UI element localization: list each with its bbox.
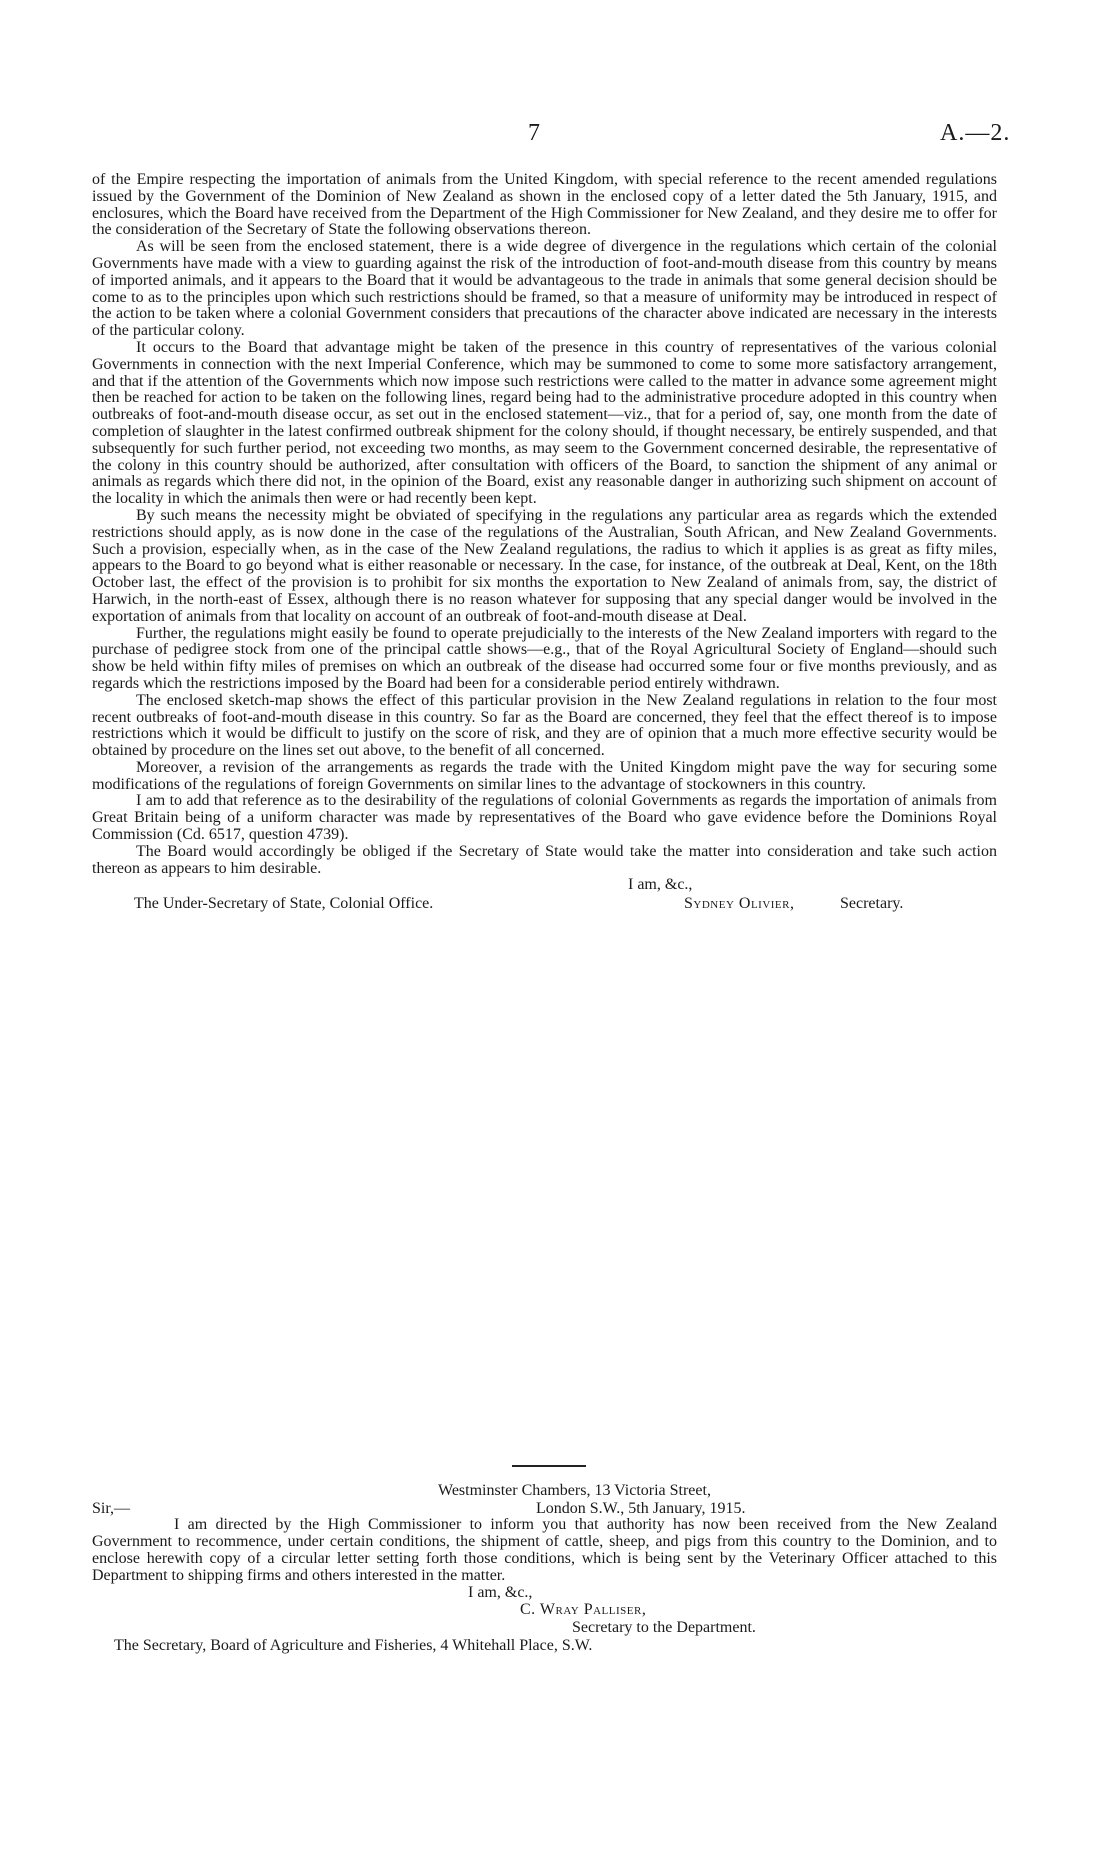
letter-address: [92, 1482, 997, 1516]
paragraph: Further, the regulations might easily be found to operate prejudicially to the interests of the New Zealand importers with regard to the purchase of pedigree stock from one of the principal cattle shows—e.g., that of the Royal Agricultural Society of England—should such show be held within fifty miles of premises on which an outbreak of the disease had occurred some four or five months previously, and as regards which the restrictions imposed by the Board had been for a considerable period entirely withdrawn.: [92, 624, 997, 692]
address-date-line: London S.W., 5th January, 1915.: [536, 1500, 746, 1517]
paragraph: The enclosed sketch-map shows the effect of this particular provision in the New Zealand regulations in relation to the four most recent outbreaks of foot-and-mouth disease in this country. So far as the Board are concerned, they feel that the effect thereof is to impose restrictions which it would be difficult to justify on the score of risk, and they are of opinion that a much more effective security would be obtained by procedure on the lines set out above, to the benefit of all concerned.: [92, 691, 997, 760]
closing: I am, &c.,: [468, 1584, 533, 1601]
paragraph: I am directed by the High Commissioner to inform you that authority has now been received from the New Zealand Government to recommence, under certain conditions, the shipment of cattle, sheep, and pigs from this country to the Dominion, and to enclose herewith copy of a circular letter setting forth those conditions, which is being sent by the Veterinary Officer attached to this Department to shipping firms and others interested in the matter.: [92, 1516, 997, 1584]
letter-one: [92, 172, 997, 914]
signatory-title: Secretary.: [840, 895, 904, 913]
series-reference: A.—2.: [940, 120, 1011, 146]
paragraph: I am to add that reference as to the desirability of the regulations of colonial Governments as regards the importation of animals from Great Britain being of a uniform character was made by representatives of the Board who gave evidence before the Dominions Royal Commission (Cd. 6517, question 4739).: [92, 792, 997, 844]
paragraph: As will be seen from the enclosed statement, there is a wide degree of divergence in the regulations which certain of the colonial Governments have made with a view to guarding against the risk of the introduction of foot-and-mouth disease from this country by means of imported animals, and it appears to the Board that it would be advantageous to the trade in animals that some general decision should be come to as to the principles upon which such restrictions should be framed, so that a measure of uniformity may be introduced in respect of the action to be taken where a colonial Government considers that precautions of the character above indicated are necessary in the interests of the particular colony.: [92, 238, 997, 340]
addressee: The Under-Secretary of State, Colonial Office.: [134, 895, 434, 913]
address-line: Westminster Chambers, 13 Victoria Street,: [438, 1482, 711, 1499]
paragraph: Moreover, a revision of the arrangements as regards the trade with the United Kingdom might pave the way for securing some modifications of the regulations of foreign Governments on similar lines to the advantage of stockowners in this country.: [92, 758, 997, 793]
signature-line: [92, 894, 997, 914]
letter-two: [92, 1482, 997, 1656]
closing: I am, &c.,: [628, 876, 693, 894]
signatory-name: Sydney Olivier,: [684, 895, 795, 913]
signatory-title: Secretary to the Department.: [572, 1619, 756, 1636]
paragraph: of the Empire respecting the importation of animals from the United Kingdom, with special reference to the recent amended regulations issued by the Government of the Dominion of New Zealand as shown in the enclosed copy of a letter dated the 5th January, 1915, and enclosures, which the Board have received from the Department of the High Commissioner for New Zealand, and they desire me to offer for the consideration of the Secretary of State the following observations thereon.: [92, 171, 997, 239]
paragraph: By such means the necessity might be obviated of specifying in the regulations any particular area as regards which the extended restrictions should apply, as is now done in the case of the regulations of the Australian, South African, and New Zealand Governments. Such a provision, especially when, as in the case of the New Zealand regulations, the radius to which it applies is as great as fifty miles, appears to the Board to go beyond what is either reasonable or necessary. In the case, for instance, of the outbreak at Deal, Kent, on the 18th October last, the effect of the provision is to prohibit for six months the exportation to New Zealand of animals from, say, the district of Harwich, in the north-east of Essex, although there is no reason whatever for supposing that any special danger would be involved in the exportation of animals from that locality on account of an outbreak of foot-and-mouth disease at Deal.: [92, 506, 997, 625]
section-divider: [512, 1465, 586, 1467]
page-number: 7: [528, 120, 540, 146]
signatory-name: C. Wray Palliser,: [520, 1601, 647, 1618]
closing-line: [92, 877, 997, 894]
addressee: The Secretary, Board of Agriculture and Fisheries, 4 Whitehall Place, S.W.: [114, 1637, 593, 1654]
letter-two-signature: [92, 1584, 997, 1656]
paragraph: The Board would accordingly be obliged if the Secretary of State would take the matter into consideration and take such action thereon as appears to him desirable.: [92, 842, 997, 877]
paragraph: It occurs to the Board that advantage might be taken of the presence in this country of representatives of the various colonial Governments in connection with the next Imperial Conference, which may be summoned to come to some more satisfactory arrangement, and that if the attention of the Governments which now impose such restrictions were called to the matter in advance some agreement might then be reached for action to be taken on the following lines, regard being had to the administrative procedure adopted in this country when outbreaks of foot-and-mouth disease occur, as set out in the enclosed statement—viz., that for a period of, say, one month from the date of completion of slaughter in the latest confirmed outbreak shipment for the colony should, if thought necessary, be entirely suspended, and that subsequently for such further period, not exceeding two months, as may seem to the Government concerned desirable, the representative of the colony in this country should be authorized, after consultation with officers of the Board, to sanction the shipment of any animal or animals as regards which there did not, in the opinion of the Board, exist any reasonable danger in authorizing such shipment on account of the locality in which the animals then were or had recently been kept.: [92, 338, 997, 508]
salutation: Sir,—: [92, 1500, 131, 1517]
